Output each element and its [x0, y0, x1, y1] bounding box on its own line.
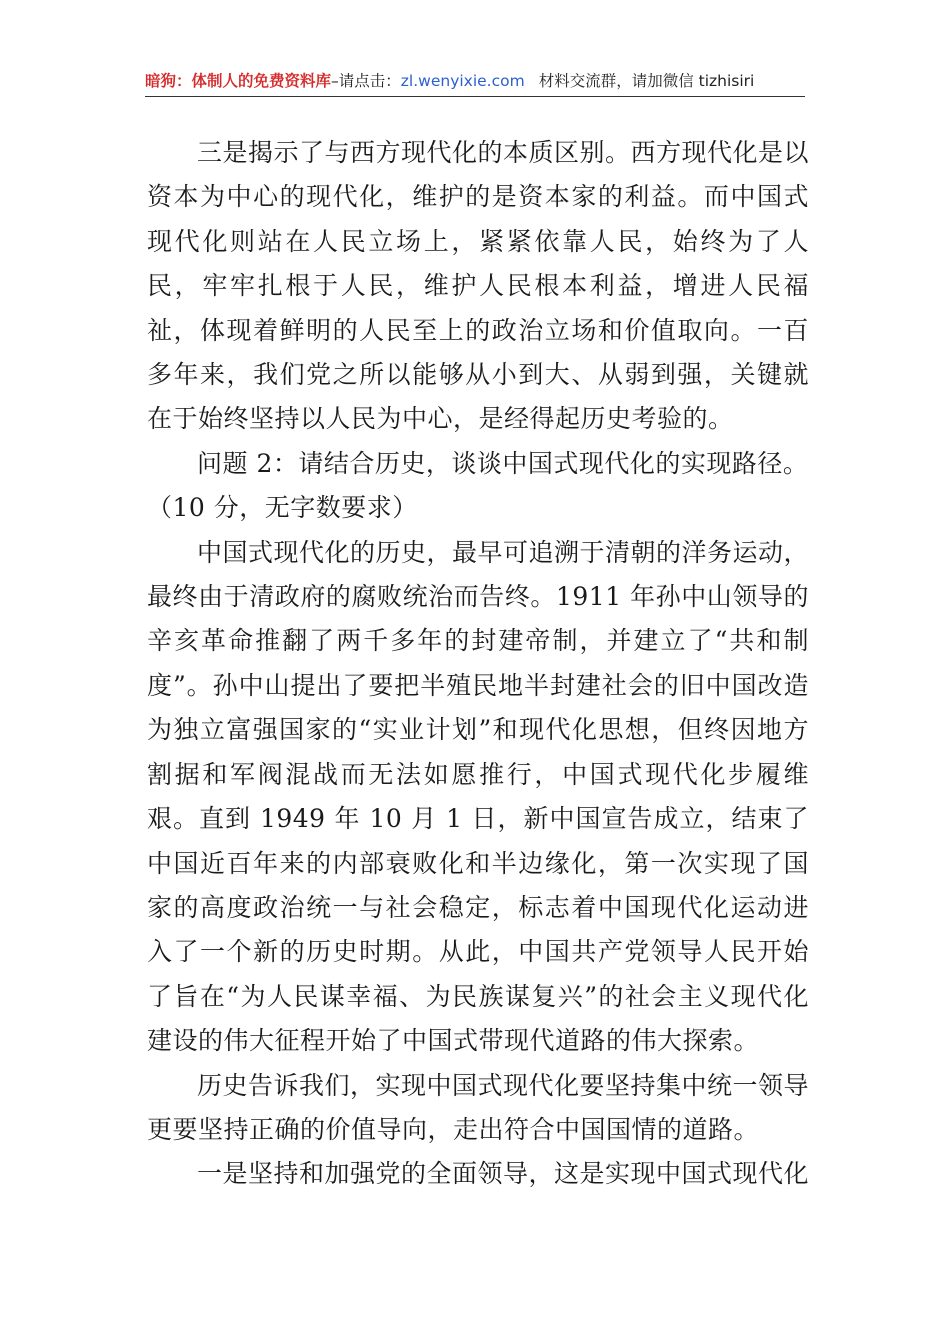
question-note: （10 分，无字数要求） [147, 493, 418, 523]
paragraph-lesson: 历史告诉我们，实现中国式现代化要坚持集中统一领导更要坚持正确的价值导向，走出符合中国国情的道路。 [147, 1070, 810, 1144]
question-heading: 问题 2：请结合历史，谈谈中国式现代化的实现路径。 [197, 448, 809, 478]
paragraph-history: 中国式现代化的历史，最早可追溯于清朝的洋务运动，最终由于清政府的腐败统治而告终。1911 年孙中山领导的辛亥革命推翻了两千多年的封建帝制，并建立了“共和制度”。孙中山提出了要把半殖民地半封建社会的旧中国改造为独立富强国家的“实业计划”和现代化思想，但终因地方割据和军阀混战而无法如愿推行，中国式现代化步履维艰。直到 1949 年 10 月 1 日，新中国宣告成立，结束了中国近百年来的内部衰败化和半边缘化，第一次实现了国家的高度政治统一与社会稳定，标志着中国现代化运动进入了一个新的历史时期。从此，中国共产党领导人民开始了旨在“为人民谋幸福、为民族谋复兴”的社会主义现代化建设的伟大征程开始了中国式带现代道路的伟大探索。 [147, 537, 810, 1056]
header-prompt: –请点击： [331, 72, 401, 90]
page-header [145, 66, 805, 97]
paragraph-point-one: 一是坚持和加强党的全面领导，这是实现中国式现代化 [197, 1159, 810, 1189]
paragraph-point-three: 三是揭示了与西方现代化的本质区别。西方现代化是以资本为中心的现代化，维护的是资本家的利益。而中国式现代化则站在人民立场上，紧紧依靠人民，始终为了人民，牢牢扎根于人民，维护人民根本利益，增进人民福祉，体现着鲜明的人民至上的政治立场和价值取向。一百多年来，我们党之所以能够从小到大、从弱到强，关键就在于始终坚持以人民为中心，是经得起历史考验的。 [147, 138, 810, 434]
header-link[interactable]: zl.wenyixie.com [400, 72, 525, 90]
document-body [147, 131, 809, 1197]
header-title: 暗狗：体制人的免费资料库 [145, 72, 332, 90]
header-wechat-note: 材料交流群，请加微信 tizhisiri [538, 72, 755, 90]
